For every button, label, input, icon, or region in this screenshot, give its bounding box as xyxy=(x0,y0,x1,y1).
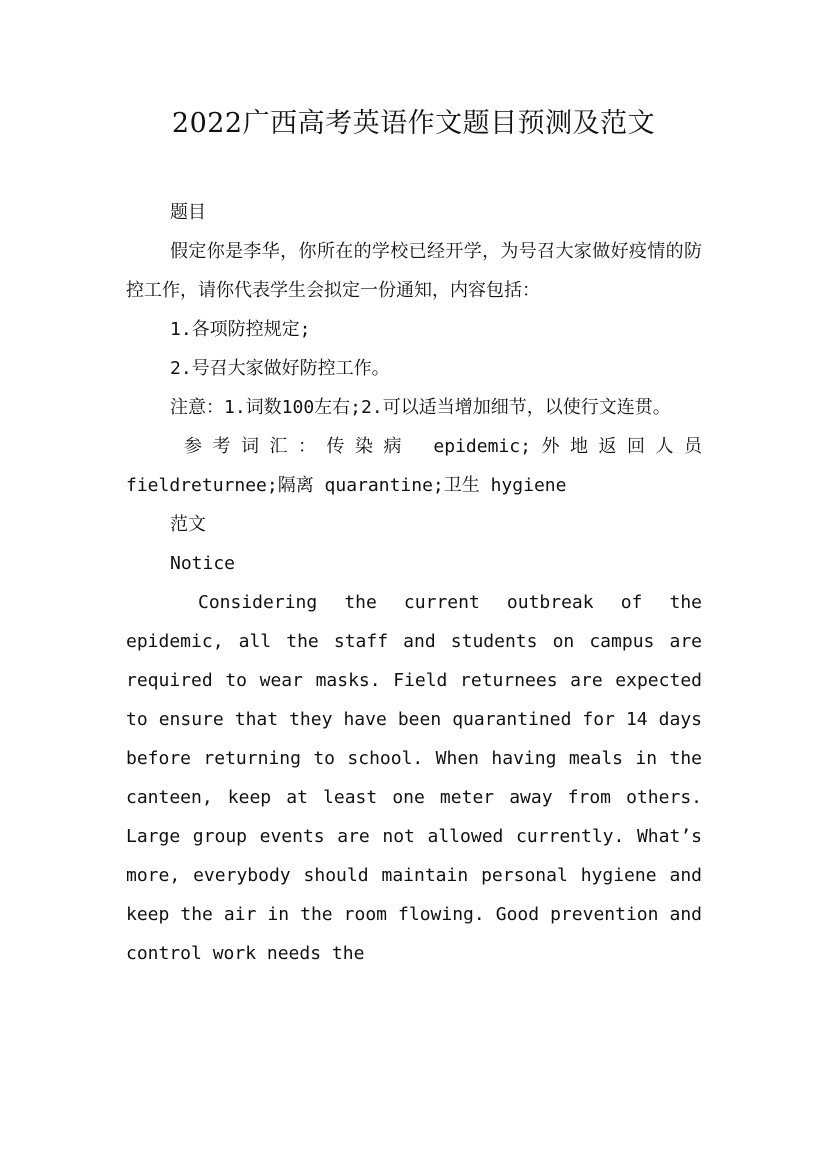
document-title: 2022广西高考英语作文题目预测及范文 xyxy=(171,108,656,139)
document-body xyxy=(126,193,702,973)
note-paragraph: 注意：1.词数100左右;2.可以适当增加细节，以使行文连贯。 xyxy=(170,397,671,418)
vocabulary-line-2: fieldreturnee;隔离 quarantine;卫生 hygiene xyxy=(126,475,567,496)
requirement-item-1: 1.各项防控规定; xyxy=(170,319,311,340)
essay-paragraph: Considering the current outbreak of the epidemic, all the staff and students on campus are required to wear masks. Field returnees are expected to ensure that they have been quarantined for 14 days before returning to school. When having meals in the canteen, keep at least one meter away from others. Large group events are not allowed currently. What’s more, everybody should maintain personal hygiene and keep the air in the room flowing. Good prevention and control work needs the xyxy=(126,592,702,964)
requirement-item-2: 2.号召大家做好防控工作。 xyxy=(170,358,390,379)
vocabulary-line-1: 参考词汇：传染病 epidemic;外地返回人员 xyxy=(184,436,702,457)
section-heading-sample: 范文 xyxy=(170,514,206,535)
section-heading-question: 题目 xyxy=(170,202,206,223)
notice-heading: Notice xyxy=(170,553,236,574)
prompt-paragraph: 假定你是李华，你所在的学校已经开学，为号召大家做好疫情的防控工作，请你代表学生会拟定一份通知，内容包括： xyxy=(126,241,702,301)
